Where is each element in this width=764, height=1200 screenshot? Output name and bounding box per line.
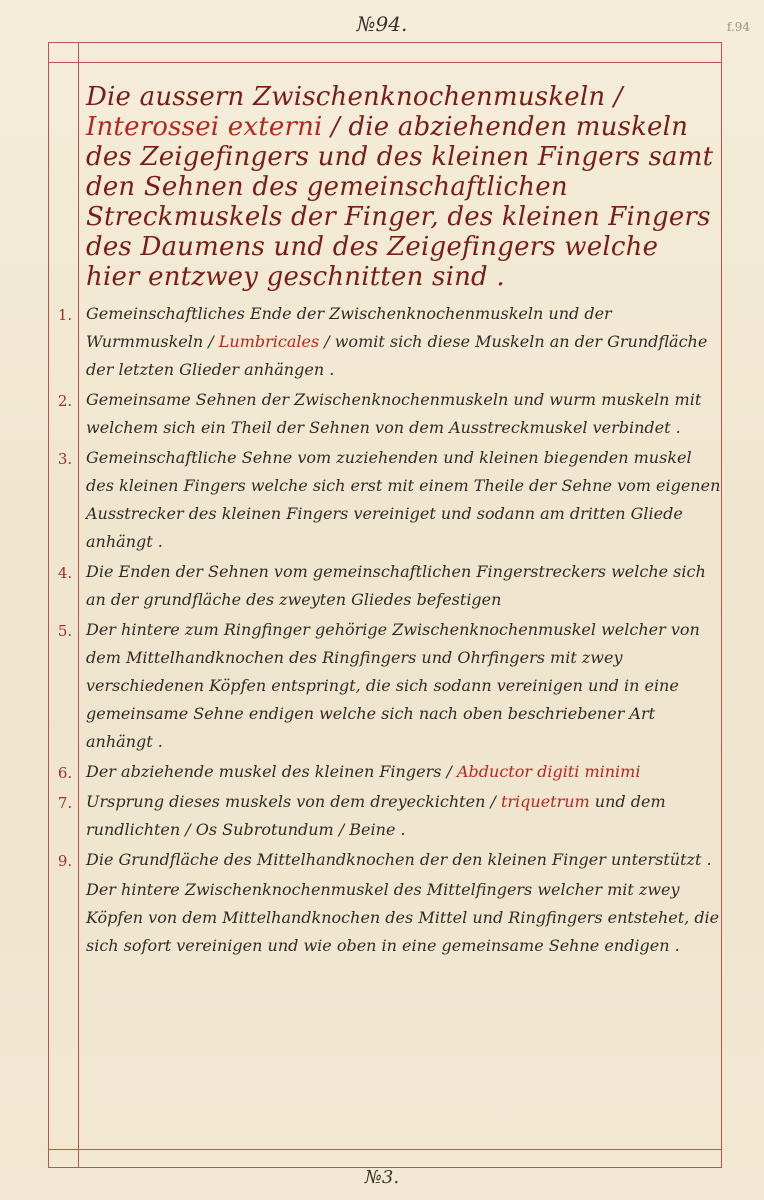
- entry-number: 6.: [57, 764, 73, 782]
- entry-text-before: Gemeinsame Sehnen der Zwischenknochenmuskeln und wurm muskeln mit welchem sich ein Theil der Sehnen von dem Ausstreckmuskel verbindet .: [86, 390, 702, 437]
- entry-number: 1.: [57, 306, 73, 324]
- entry-list: [54, 300, 724, 962]
- entry-number: 5.: [57, 622, 73, 640]
- margin-rule-outer: [48, 42, 49, 1168]
- entry-text: [86, 846, 724, 874]
- entry-text-after: / womit sich diese Muskeln an der Grundfläche der letzten Glieder anhängen .: [86, 332, 708, 379]
- heading-latin-term: Interossei externi: [86, 112, 323, 142]
- list-item: [54, 386, 724, 442]
- entry-text-before: Die Grundfläche des Mittelhandknochen der den kleinen Finger unterstützt .: [86, 850, 712, 869]
- entry-latin-term: Lumbricales: [218, 332, 320, 351]
- top-rule: [48, 42, 722, 43]
- top-rule-second: [48, 62, 722, 63]
- bottom-rule: [48, 1149, 722, 1150]
- entry-text: [86, 300, 724, 384]
- list-item: [54, 558, 724, 614]
- entry-text-before: Ursprung dieses muskels von dem dreyeckichten /: [86, 792, 501, 811]
- entry-text: [86, 444, 724, 556]
- entry-text: [86, 788, 724, 844]
- entry-text-before: Gemeinschaftliche Sehne vom zuziehenden und kleinen biegenden muskel des kleinen Fingers welche sich erst mit einem Theile der Sehne vom eigenen Ausstrecker des kleinen Fingers vereiniget und sodann am dritten Gliede anhängt .: [86, 448, 721, 551]
- corner-folio-mark: f.94: [726, 20, 750, 34]
- entry-text: [86, 386, 724, 442]
- list-item: [54, 876, 724, 960]
- page-number: №94.: [356, 12, 408, 36]
- entry-number: 2.: [57, 392, 73, 410]
- entry-text-before: Der hintere zum Ringfinger gehörige Zwischenknochenmuskel welcher von dem Mittelhandknochen des Ringfingers und Ohrfingers mit zwey verschiedenen Köpfen entspringt, die sich sodann vereinigen und in eine gemeinsame Sehne endigen welche sich nach oben beschriebener Art anhängt .: [86, 620, 700, 751]
- entry-text-after: und dem rundlichten / Os Subrotundum / Beine .: [86, 792, 666, 839]
- heading-text-1: Die aussern Zwischenknochenmuskeln /: [86, 82, 623, 112]
- list-item: [54, 788, 724, 844]
- list-item: [54, 444, 724, 556]
- entry-number: 7.: [57, 794, 73, 812]
- entry-text: [86, 616, 724, 756]
- entry-text-before: Der abziehende muskel des kleinen Fingers /: [86, 762, 457, 781]
- entry-latin-term: Abductor digiti minimi: [456, 762, 641, 781]
- list-item: [54, 758, 724, 786]
- signature-mark: №3.: [364, 1167, 400, 1188]
- heading-text-2: / die abziehenden muskeln des Zeigefingers und des kleinen Fingers samt den Sehnen des gemeinschaftlichen Streckmuskels der Finger, des kleinen Fingers des Daumens und des Zeigefingers welche hier entzwey geschnitten sind .: [86, 112, 714, 292]
- entry-number: 9.: [57, 852, 73, 870]
- list-item: [54, 846, 724, 874]
- entry-number: 3.: [57, 450, 73, 468]
- heading: [86, 82, 716, 292]
- entry-text-before: Gemeinschaftliches Ende der Zwischenknochenmuskeln und der Wurmmuskeln /: [86, 304, 612, 351]
- entry-text: [86, 758, 724, 786]
- entry-text: [86, 558, 724, 614]
- list-item: [54, 616, 724, 756]
- entry-text-before: Der hintere Zwischenknochenmuskel des Mittelfingers welcher mit zwey Köpfen von dem Mittelhandknochen des Mittel und Ringfingers entstehet, die sich sofort vereinigen und wie oben in eine gemeinsame Sehne endigen .: [86, 880, 720, 955]
- entry-text: [86, 876, 724, 960]
- entry-text-before: Die Enden der Sehnen vom gemeinschaftlichen Fingerstreckers welche sich an der grundfläche des zweyten Gliedes befestigen: [86, 562, 706, 609]
- list-item: [54, 300, 724, 384]
- entry-number: 4.: [57, 564, 73, 582]
- entry-latin-term: triquetrum: [500, 792, 590, 811]
